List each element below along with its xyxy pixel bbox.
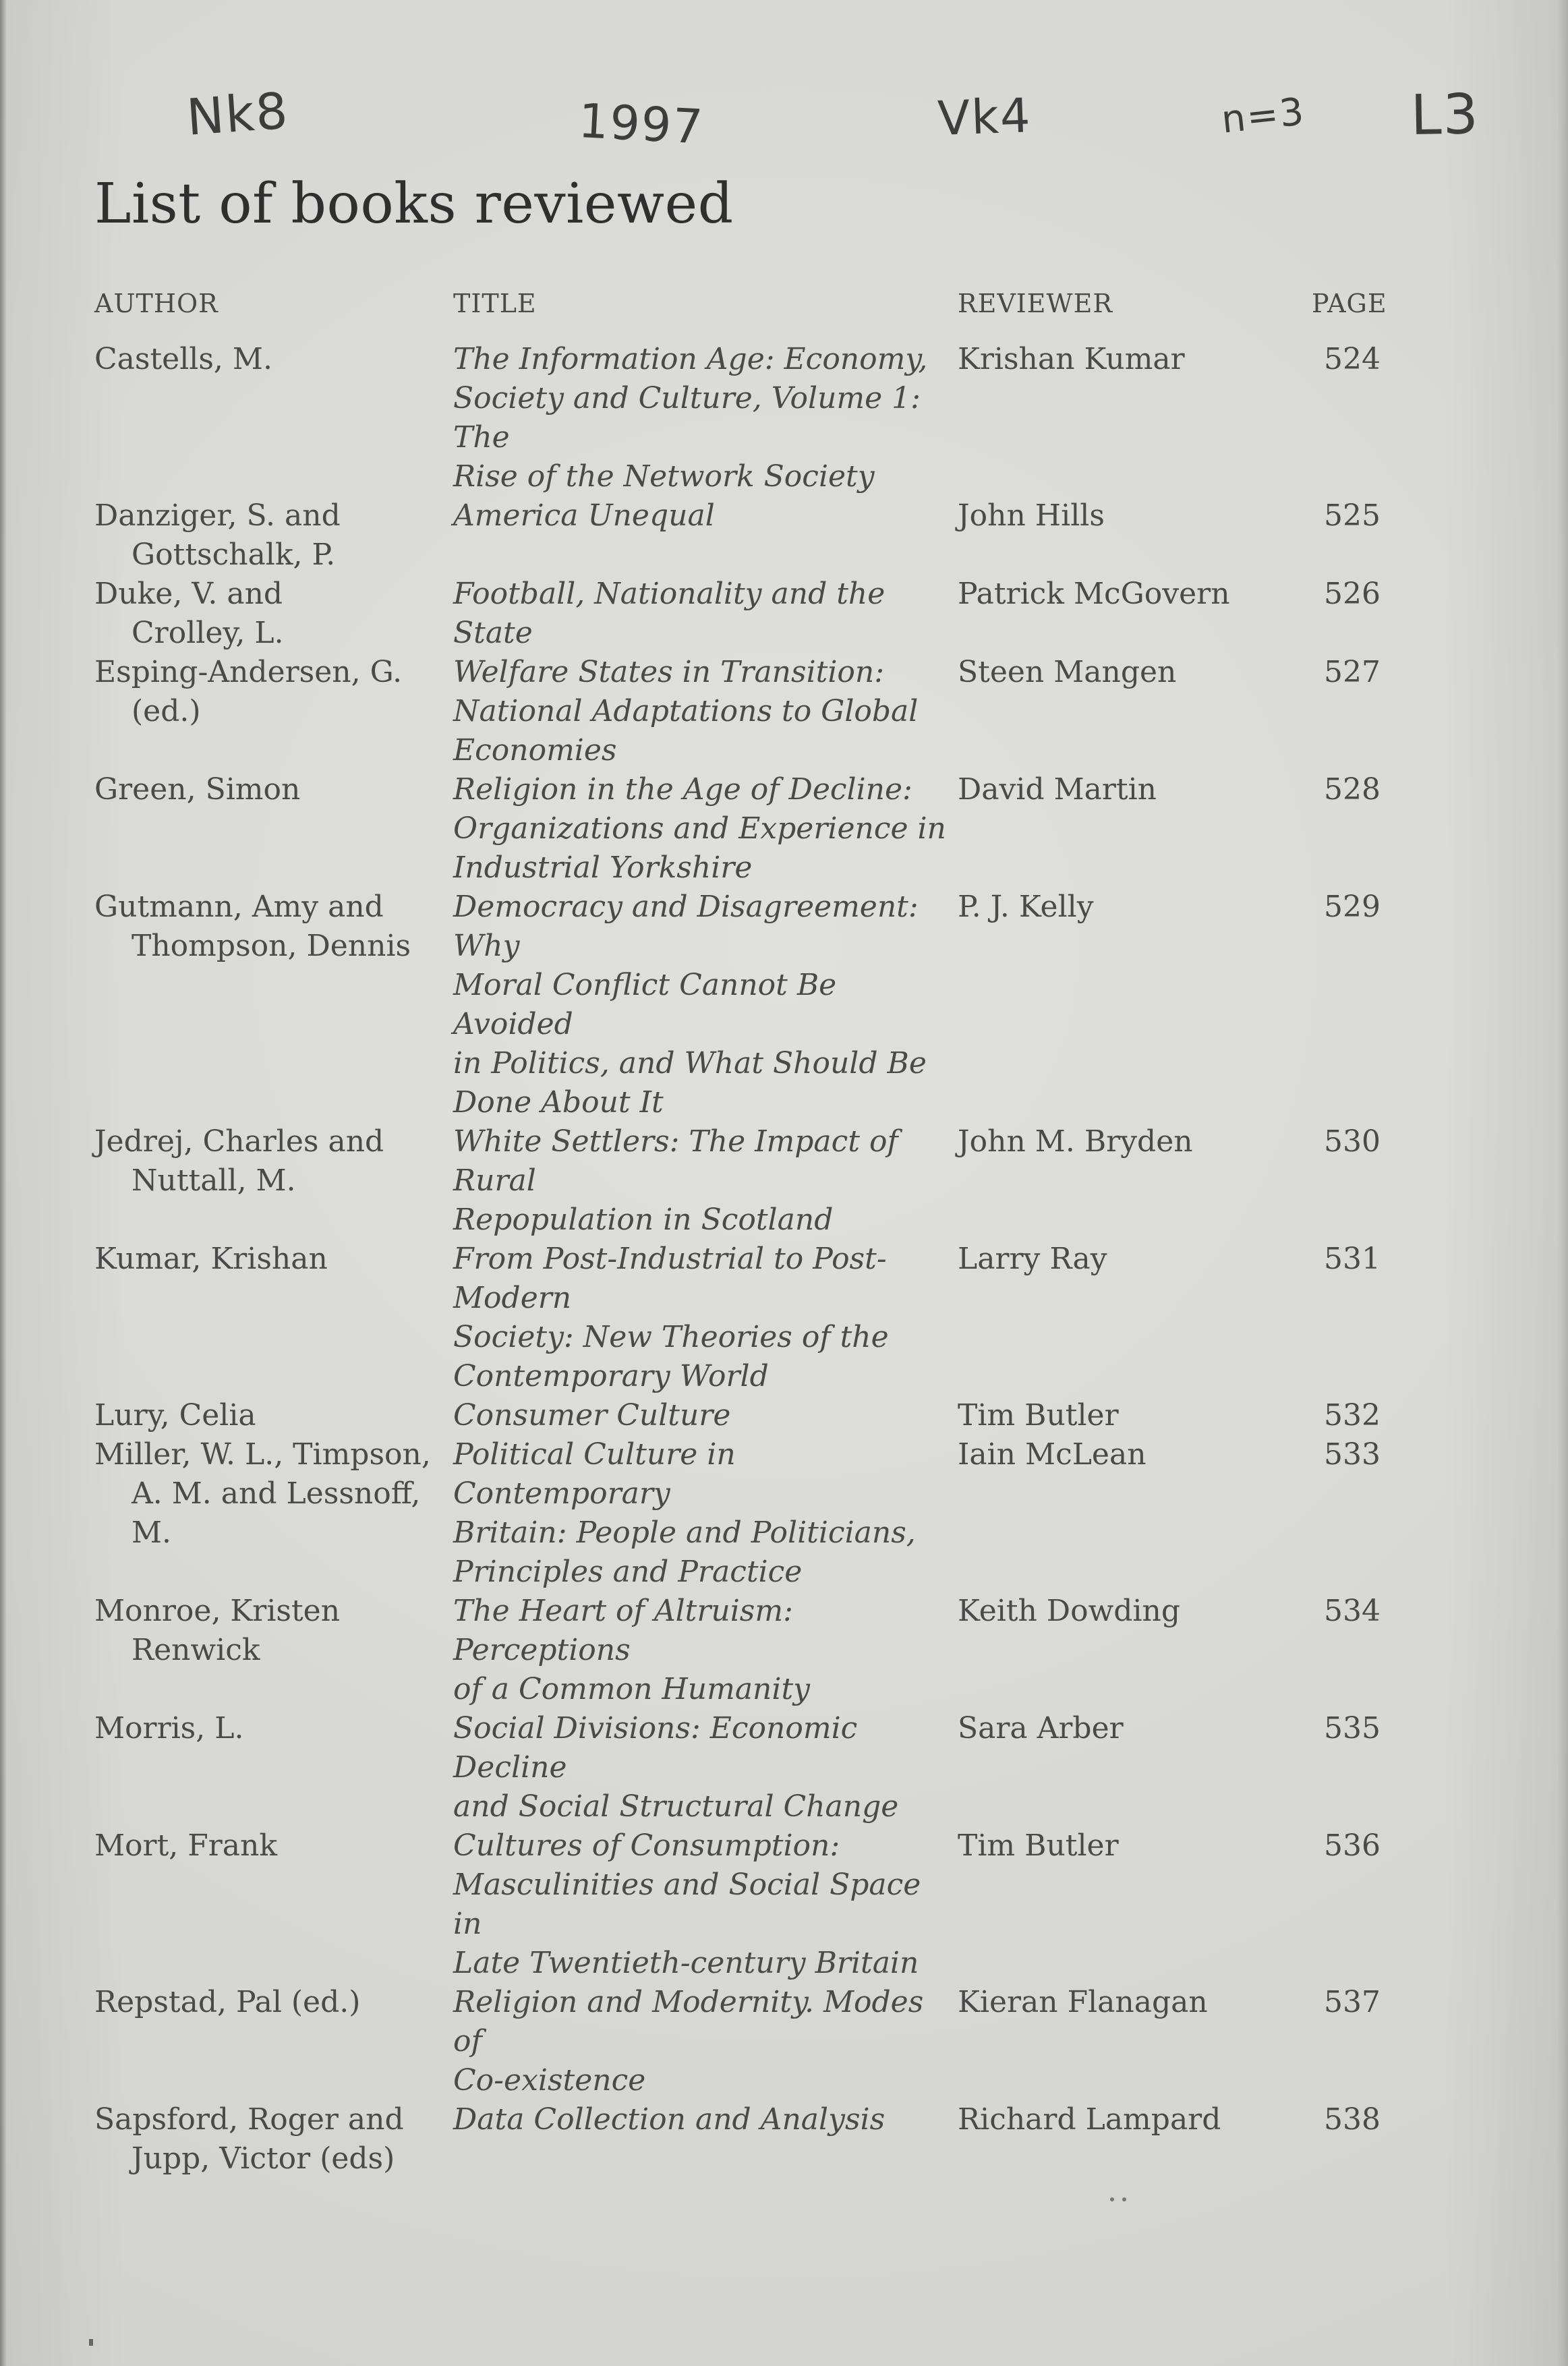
title-line: Democracy and Disagreement: Why xyxy=(453,890,919,963)
title-line: Cultures of Consumption: xyxy=(453,1828,840,1863)
author-line: Sapsford, Roger and xyxy=(94,2102,404,2137)
title-line: Welfare States in Transition: xyxy=(453,655,885,689)
table-header-row xyxy=(94,289,1403,340)
title-cell xyxy=(453,1983,958,2100)
title-line: National Adaptations to Global xyxy=(453,694,919,728)
table-row xyxy=(94,1435,1403,1592)
table-row xyxy=(94,888,1403,1122)
author-line: Mort, Frank xyxy=(94,1828,278,1863)
author-cell xyxy=(94,1983,453,2100)
author-line: Jupp, Victor (eds) xyxy=(132,2141,395,2176)
title-cell xyxy=(453,1709,958,1826)
author-cell xyxy=(94,1122,453,1240)
title-line: Data Collection and Analysis xyxy=(453,2102,885,2137)
author-line: Jedrej, Charles and xyxy=(94,1124,384,1159)
author-line: Nuttall, M. xyxy=(132,1163,296,1198)
title-line: Industrial Yorkshire xyxy=(453,850,753,885)
page-number-cell: 533 xyxy=(1324,1437,1381,1472)
title-column-header: TITLE xyxy=(453,289,537,318)
table-row xyxy=(94,1983,1403,2100)
title-line: From Post-Industrial to Post-Modern xyxy=(453,1242,887,1315)
title-line: Religion and Modernity. Modes of xyxy=(453,1985,924,2058)
author-cell xyxy=(94,496,453,575)
handwritten-annotation-3: Vk4 xyxy=(937,88,1033,146)
title-line: Late Twentieth-century Britain xyxy=(453,1946,919,1980)
page-number-cell: 532 xyxy=(1324,1398,1381,1433)
title-cell xyxy=(453,888,958,1122)
author-cell xyxy=(94,1396,453,1435)
author-column-header: AUTHOR xyxy=(94,289,219,318)
table-row xyxy=(94,770,1403,888)
title-line: The Heart of Altruism: Perceptions xyxy=(453,1594,793,1667)
reviewer-cell: P. J. Kelly xyxy=(958,890,1094,924)
page-speck xyxy=(1110,2197,1137,2205)
reviewer-cell: David Martin xyxy=(958,772,1157,807)
page-number-cell: 527 xyxy=(1324,655,1381,689)
author-cell xyxy=(94,1435,453,1592)
reviewer-cell: Larry Ray xyxy=(958,1242,1107,1276)
table-row xyxy=(94,1240,1403,1396)
title-cell xyxy=(453,1592,958,1709)
author-line: Renwick xyxy=(132,1633,260,1667)
author-line: Gottschalk, P. xyxy=(132,538,336,572)
page-number-cell: 535 xyxy=(1324,1711,1381,1745)
title-line: Masculinities and Social Space in xyxy=(453,1868,921,1941)
handwritten-annotation-4: n=3 xyxy=(1219,90,1308,142)
author-line: Castells, M. xyxy=(94,342,272,376)
reviewer-cell: Sara Arber xyxy=(958,1711,1124,1745)
reviewer-cell: John Hills xyxy=(958,498,1105,533)
title-line: Principles and Practice xyxy=(453,1555,803,1589)
author-cell xyxy=(94,770,453,888)
author-line: Gutmann, Amy and xyxy=(94,890,384,924)
page-number-cell: 525 xyxy=(1324,498,1381,533)
author-line: Green, Simon xyxy=(94,772,301,807)
author-cell xyxy=(94,888,453,1122)
page-number-cell: 531 xyxy=(1324,1242,1381,1276)
reviewer-cell: Keith Dowding xyxy=(958,1594,1180,1628)
page-right-shadow xyxy=(1557,0,1568,2366)
title-line: Contemporary World xyxy=(453,1359,769,1393)
table-row xyxy=(94,653,1403,770)
author-cell xyxy=(94,1826,453,1983)
author-cell xyxy=(94,653,453,770)
title-cell xyxy=(453,575,958,653)
author-cell xyxy=(94,1709,453,1826)
author-line: Duke, V. and xyxy=(94,577,283,611)
author-line: Crolley, L. xyxy=(132,616,284,650)
author-line: Miller, W. L., Timpson, xyxy=(94,1437,431,1472)
reviewer-cell: Tim Butler xyxy=(958,1828,1119,1863)
title-line: Political Culture in Contemporary xyxy=(453,1437,736,1511)
author-line: Danziger, S. and xyxy=(94,498,341,533)
page-number-cell: 524 xyxy=(1324,342,1381,376)
title-line: Repopulation in Scotland xyxy=(453,1203,834,1237)
title-line: Consumer Culture xyxy=(453,1398,731,1433)
reviewer-column-header: REVIEWER xyxy=(958,289,1113,318)
reviewer-cell: Steen Mangen xyxy=(958,655,1177,689)
page-number-cell: 526 xyxy=(1324,577,1381,611)
title-cell xyxy=(453,653,958,770)
author-line: Kumar, Krishan xyxy=(94,1242,328,1276)
title-line: of a Common Humanity xyxy=(453,1672,811,1706)
title-line: Done About It xyxy=(453,1085,664,1120)
author-line: Monroe, Kristen xyxy=(94,1594,341,1628)
table-row xyxy=(94,1396,1403,1435)
table-row xyxy=(94,2100,1403,2179)
page-number-cell: 530 xyxy=(1324,1124,1381,1159)
title-line: in Politics, and What Should Be xyxy=(453,1046,927,1080)
author-cell xyxy=(94,2100,453,2179)
handwritten-annotation-1: Nk8 xyxy=(185,82,291,147)
title-line: The Information Age: Economy, xyxy=(453,342,928,376)
title-cell xyxy=(453,340,958,496)
reviewer-cell: Kieran Flanagan xyxy=(958,1985,1208,2019)
title-cell xyxy=(453,496,958,575)
title-cell xyxy=(453,2100,958,2179)
title-line: Organizations and Experience in xyxy=(453,811,946,846)
title-line: America Unequal xyxy=(453,498,715,533)
page-number-cell: 538 xyxy=(1324,2102,1381,2137)
page-left-shadow xyxy=(0,0,7,2366)
author-line: Thompson, Dennis xyxy=(132,929,411,963)
title-line: White Settlers: The Impact of Rural xyxy=(453,1124,898,1198)
author-cell xyxy=(94,1240,453,1396)
page-number-cell: 536 xyxy=(1324,1828,1381,1863)
page-column-header: PAGE xyxy=(1312,289,1387,318)
table-row xyxy=(94,1826,1403,1983)
author-line: Repstad, Pal (ed.) xyxy=(94,1985,361,2019)
title-cell xyxy=(453,770,958,888)
title-line: Religion in the Age of Decline: xyxy=(453,772,912,807)
reviewer-cell: Iain McLean xyxy=(958,1437,1146,1472)
reviewer-cell: Tim Butler xyxy=(958,1398,1119,1433)
title-line: and Social Structural Change xyxy=(453,1789,899,1824)
title-cell xyxy=(453,1826,958,1983)
author-cell xyxy=(94,1592,453,1709)
reviewer-cell: John M. Bryden xyxy=(958,1124,1193,1159)
title-line: Society: New Theories of the xyxy=(453,1320,889,1354)
reviewer-cell: Patrick McGovern xyxy=(958,577,1230,611)
author-line: A. M. and Lessnoff, M. xyxy=(132,1476,421,1550)
table-row xyxy=(94,575,1403,653)
title-line: Britain: People and Politicians, xyxy=(453,1516,916,1550)
table-row xyxy=(94,1592,1403,1709)
handwritten-annotation-5: L3 xyxy=(1410,82,1480,148)
page-number-cell: 528 xyxy=(1324,772,1381,807)
title-line: Football, Nationality and the State xyxy=(453,577,885,650)
page-title: List of books reviewed xyxy=(94,172,734,236)
reviewer-cell: Richard Lampard xyxy=(958,2102,1221,2137)
edge-mark xyxy=(89,2339,93,2346)
title-cell xyxy=(453,1396,958,1435)
author-line: Lury, Celia xyxy=(94,1398,256,1433)
title-cell xyxy=(453,1122,958,1240)
title-line: Economies xyxy=(453,733,617,768)
title-line: Society and Culture, Volume 1: The xyxy=(453,381,921,455)
title-cell xyxy=(453,1240,958,1396)
table-row xyxy=(94,1709,1403,1826)
title-line: Co-existence xyxy=(453,2063,646,2098)
author-cell xyxy=(94,340,453,496)
title-line: Social Divisions: Economic Decline xyxy=(453,1711,858,1785)
author-line: (ed.) xyxy=(132,694,201,728)
page-number-cell: 529 xyxy=(1324,890,1381,924)
author-line: Esping-Andersen, G. xyxy=(94,655,403,689)
page-number-cell: 534 xyxy=(1324,1594,1381,1628)
handwritten-annotation-2: 1997 xyxy=(577,93,705,155)
author-line: Morris, L. xyxy=(94,1711,244,1745)
books-reviewed-table xyxy=(94,289,1403,2179)
page-number-cell: 537 xyxy=(1324,1985,1381,2019)
title-line: Moral Conflict Cannot Be Avoided xyxy=(453,968,837,1041)
author-cell xyxy=(94,575,453,653)
table-row xyxy=(94,496,1403,575)
table-row xyxy=(94,340,1403,496)
reviewer-cell: Krishan Kumar xyxy=(958,342,1185,376)
title-line: Rise of the Network Society xyxy=(453,459,875,494)
table-row xyxy=(94,1122,1403,1240)
title-cell xyxy=(453,1435,958,1592)
table-body xyxy=(94,340,1403,2179)
